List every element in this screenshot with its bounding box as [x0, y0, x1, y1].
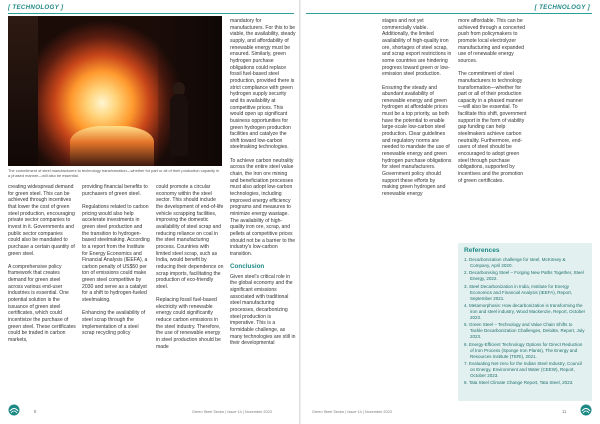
- references-box: [458, 243, 592, 401]
- paragraph: creating widespread demand for green steel. This can be achieved through incentives that lower the cost of green steel production, encouraging private sector companies to invest in it. Governments and public sector companies could also be mandated to purchase a certain quantity of green steel.: [8, 184, 75, 257]
- reference-item: 4. Metamorphosis: How decarbonization is transforming the iron and steel industry, Wood Mackenzie, Report, October 2023.: [464, 303, 586, 320]
- page-spine: [299, 0, 301, 424]
- left-page-column-4: [230, 18, 296, 347]
- left-page-column-2: [82, 184, 150, 337]
- left-page-column-1: [8, 184, 76, 344]
- paragraph: Regulations related to carbon pricing would also help accelerate investments in green steel production and the transition to hydrogen-based steelmaking. According to a report from the Institute for Energy Economics and Financial Analysis (IEEFA), a carbon penalty of US$50 per ton of emissions could make green steel competitive by 2030 and serve as a catalyst for a shift to hydrogen-fueled steelmaking.: [82, 203, 150, 304]
- photo-worker-silhouette: [170, 94, 188, 156]
- paragraph: stages and not yet commercially viable. Additionally, the limited availability of high-quality iron ore, shortages of steel scrap, and scrap export restrictions in some countries are hindering progress toward green or low-emission steel production.: [382, 18, 452, 78]
- header-rule-right: [306, 13, 592, 14]
- reference-item: 6. Energy-Efficient Technology Options for Direct Reduction of Iron Process (Sponge Iron Plants), The Energy and Resources Institute (TERI), 2021.: [464, 341, 583, 359]
- photo-caption: The commitment of steel manufacturers to technology transformation—whether for part or all of their production capacity in a phased manner—will also be essential.: [8, 168, 220, 178]
- paragraph: mandatory for manufacturers. For this to be viable, the availability, steady supply, and affordability of renewable energy must be ensured. Similarly, green hydrogen purchase obligations could replace fossil fuel-based steel production, provided there is strict compliance with green hydrogen supply security and its availability at competitive prices. This would open up significant business opportunities for green hydrogen production facilities and catalyze the shift toward low-carbon steelmaking technologies.: [230, 18, 296, 151]
- paragraph: Enhancing the availability of steel scrap through the implementation of a steel scrap recycling policy: [82, 310, 146, 337]
- paragraph: The commitment of steel manufacturers to technology transformation—whether for part or all of their production capacity in a phased manner—will also be essential. To facilitate this shift, government support in the form of viability gap funding can help steelmakers achieve carbon neutrality. Furthermore, end-users of steel should be encouraged to adopt green steel through purchase obligations, supported by incentives and the promotion of green certificates.: [458, 71, 527, 184]
- publication-logo-icon-left: [8, 404, 20, 416]
- references-list: [464, 257, 586, 386]
- page-number-left: 8: [34, 409, 37, 414]
- reference-item: 5. Green Steel – Technology and Value Chain Shifts to Tackle Decarbonization Challenges, Deloitte, Report, July 2023.: [464, 322, 585, 340]
- reference-item: 3. Steel Decarbonization in India, Institute for Energy Economics and Financial Analysis (IEEFA), Report, September 2021.: [464, 283, 573, 301]
- conclusion-heading: Conclusion: [230, 263, 265, 271]
- reference-item: 1. Decarbonization challenge for steel, McKinsey & Company, April 2020.: [464, 257, 566, 268]
- references-heading: References: [464, 247, 500, 254]
- reference-item: 7. Evaluating Net-zero for the Indian Steel Industry, Council on Energy, Environment and Water (CEEW), Report, October 2023.: [464, 361, 582, 378]
- publication-logo-icon-right: [580, 404, 592, 416]
- reference-item: 2. Decarbonising Steel – Forging New Paths Together, Steel Energy, 2022.: [464, 270, 584, 282]
- section-tag-left: [ TECHNOLOGY ]: [8, 4, 64, 11]
- paragraph: more affordable. This can be achieved through a concerted push from policymakers to promote local electrolyzer manufacturing and expanded use of renewable energy sources.: [458, 18, 526, 64]
- paragraph: A comprehensive policy framework that creates demand for green steel across various end-user industries is essential. One potential solution is the issuance of green steel certificates, which could incentivize the purchase of green steel. These certificates could be traded in carbon markets,: [8, 263, 76, 344]
- photo-beam-right: [158, 16, 222, 166]
- footer-text-left: Green Steel Sector | Issue 14 | November 2023: [192, 410, 272, 414]
- steel-furnace-photo: [8, 16, 222, 166]
- paragraph: To achieve carbon neutrality across the entire steel value chain, the iron ore mining and beneficiation processes must also adopt low-carbon technologies, including improved energy efficiency programs and measures to minimize energy wastage. The availability of high-quality iron ore, scrap, and pellets at competitive prices should not be a barrier to the industry's low-carbon transition.: [230, 157, 296, 257]
- paragraph: Given steel's critical role in the global economy and the significant emissions associated with traditional steel manufacturing processes, decarbonizing steel production is imperative. This is a formidable challenge, as many technologies are still in their developmental: [230, 273, 296, 347]
- photo-molten-ladle: [70, 126, 154, 166]
- left-page-column-3: [156, 184, 224, 350]
- paragraph: Replacing fossil fuel-based electricity with renewable energy could significantly reduce carbon emissions in the steel industry. Therefore, the use of renewable energy in steel production should be made: [156, 297, 221, 350]
- header-rule-left: [8, 13, 294, 14]
- right-page-column-1: [382, 18, 452, 198]
- section-tag-left-label: TECHNOLOGY: [12, 4, 59, 11]
- paragraph: could promote a circular economy within the steel sector. This should include the development of end-of-life vehicle scrapping facilities, improving the domestic availability of steel scrap and reducing reliance on coal in the steel manufacturing process. Countries with limited steel scrap, such as India, would benefit by reducing their dependence on scrap imports, facilitating the production of eco-friendly steel.: [156, 184, 224, 290]
- photo-beam-left: [8, 16, 38, 166]
- paragraph: Ensuring the steady and abundant availability of renewable energy and green hydrogen at affordable prices must be a top priority, as both have the potential to enable large-scale low-carbon steel production. Clear guidelines and regulatory norms are needed to mandate the use of renewable energy and green hydrogen purchase obligations for steel manufacturers. Government policy should support these efforts by making green hydrogen and renewable energy: [382, 84, 452, 197]
- right-page-column-2: [458, 18, 592, 184]
- reference-item: 8. Tata Steel Climate Change Report, Tata Steel, 2023.: [464, 380, 574, 386]
- footer-text-right: Green Steel Sector | Issue 14 | November 2023: [312, 410, 392, 414]
- page-number-right: 11: [562, 409, 567, 414]
- paragraph: providing financial benefits to purchasers of green steel.: [82, 184, 148, 197]
- section-tag-right: [ TECHNOLOGY ]: [534, 4, 590, 11]
- section-tag-right-label: TECHNOLOGY: [539, 4, 586, 11]
